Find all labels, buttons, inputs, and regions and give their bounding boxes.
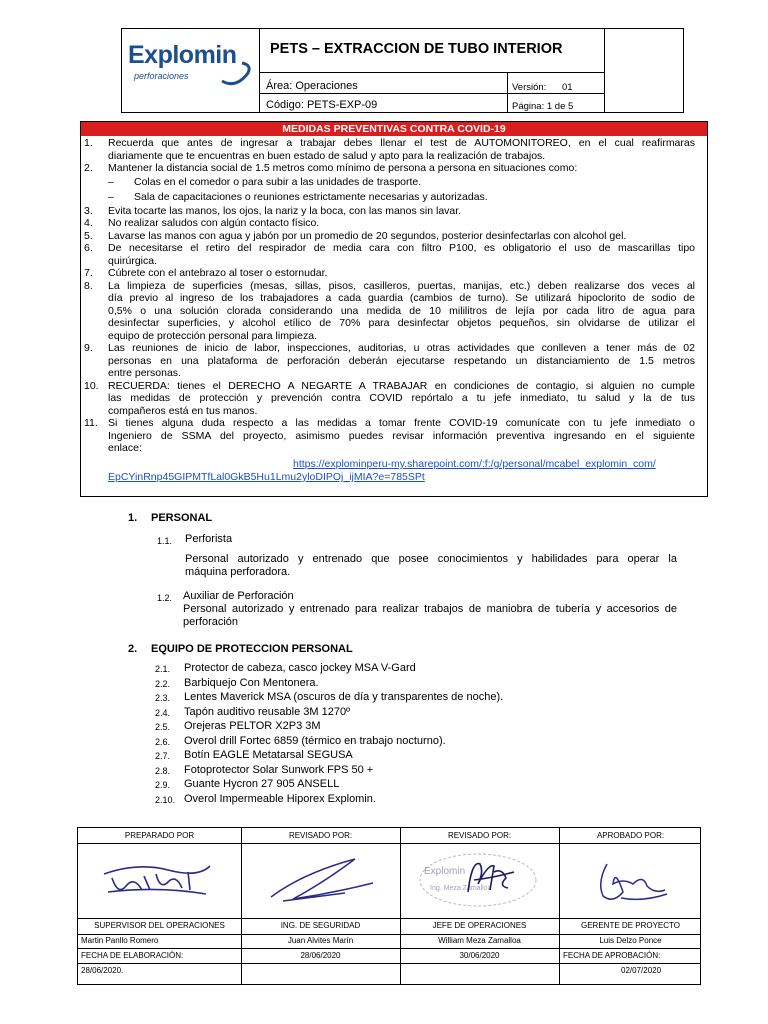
covid-item-number: 8. (84, 279, 93, 292)
signature-name: Luis Delzo Ponce (599, 936, 662, 945)
covid-item-number: 10. (84, 379, 99, 392)
signature-role: GERENTE DE PROYECTO (581, 921, 680, 930)
document-title: PETS – EXTRACCION DE TUBO INTERIOR (270, 41, 563, 57)
signature-header: REVISADO POR: (288, 831, 353, 840)
covid-item-text: Las reuniones de inicio de labor, inspecciones, auditorias, u otras actividades que conlleven a tener más de 02 (108, 342, 695, 354)
epp-item-text: Fotoprotector Solar Sunwork FPS 50 + (184, 763, 374, 776)
covid-item-number: 5. (84, 229, 93, 242)
covid-item-text: equipo de protección personal para limpieza. (108, 329, 317, 342)
table-divider (400, 828, 401, 984)
covid-item-number: 2. (84, 162, 93, 174)
covid-item-text: No realizar saludos con algún contacto físico. (108, 217, 320, 229)
signature-header: PREPARADO POR (124, 831, 195, 840)
header-divider (507, 72, 508, 112)
covid-heading: MEDIDAS PREVENTIVAS CONTRA COVID-19 (81, 122, 707, 136)
review-date: 28/06/2020 (300, 951, 341, 960)
signature-header: REVISADO POR: (447, 831, 512, 840)
document-code: Código: PETS-EXP-09 (266, 99, 378, 111)
signature-role: ING. DE SEGURIDAD (280, 921, 361, 930)
table-divider (78, 934, 700, 935)
covid-item-text: Colas en el comedor o para subir a las unidades de trasporte. (134, 175, 422, 188)
covid-item-text: Mantener la distancia social de 1.5 metros como mínimo de persona a persona en situaciones como: (108, 162, 578, 174)
epp-item-text: Lentes Maverick MSA (oscuros de día y transparentes de noche). (184, 691, 504, 703)
approval-date: 02/07/2020 (621, 966, 662, 975)
epp-item-number: 2.5. (155, 722, 171, 732)
signature-table (77, 827, 701, 985)
stamp-text: Explomin (424, 866, 466, 877)
epp-item-number: 2.3. (155, 693, 171, 703)
covid-item-text: Recuerda que antes de ingresar a trabajar debes llenar el test de AUTOMONITOREO, en el cual reafirmaras (108, 137, 695, 149)
covid-item-number: 7. (84, 267, 93, 279)
signature-name: Martin Panllo Romero (81, 936, 159, 945)
header-divider (259, 72, 604, 73)
section-number: 2. (128, 643, 138, 655)
table-divider (559, 828, 560, 984)
epp-item-text: Overol Impermeable Hiporex Explomin. (184, 792, 376, 805)
epp-item-text: Orejeras PELTOR X2P3 3M (184, 720, 321, 732)
header-divider (259, 93, 604, 94)
epp-item-text: Overol drill Fortec 6859 (térmico en trabajo nocturno). (184, 734, 446, 747)
document-header (121, 28, 684, 113)
epp-item-number: 2.10. (155, 794, 176, 805)
covid-item-text: Lavarse las manos con agua y jabón por un promedio de 20 segundos, posterior desinfectarlas con alcohol gel. (108, 229, 627, 242)
signature-operations-head (418, 850, 548, 912)
subsection-title: Perforista (185, 533, 233, 545)
table-divider (78, 843, 700, 844)
subsection-text: perforación (183, 616, 239, 628)
covid-item-number: 1. (84, 137, 93, 149)
covid-item-text: Evita tocarte las manos, los ojos, la nariz y la boca, con las manos sin lavar. (108, 204, 462, 217)
header-divider (604, 29, 605, 112)
section-number: 1. (128, 512, 138, 524)
signature-name: William Meza Zamalloa (438, 936, 521, 945)
epp-item-text: Protector de cabeza, casco jockey MSA V-Gard (184, 662, 416, 674)
signature-preparer (98, 856, 218, 901)
page-number: Página: 1 de 5 (512, 101, 574, 112)
subsection-number: 1.2. (157, 593, 173, 603)
signature-role: JEFE DE OPERACIONES (432, 921, 527, 930)
signature-role: SUPERVISOR DEL OPERACIONES (94, 921, 225, 930)
area-label: Área: Operaciones (266, 80, 358, 92)
covid-item-text: día previo al ingreso de los trabajadores a cada guardia (cambios de turno). Se utilizará hipoclorito de sodio de (108, 292, 695, 304)
covid-item-text: Si tienes alguna duda respecto a las medidas a tomar frente COVID-19 comunícate con tu jefe inmediato o (108, 417, 695, 429)
signature-header: APROBADO POR: (596, 831, 665, 840)
epp-item-number: 2.2. (155, 678, 171, 689)
sharepoint-link[interactable]: https://explominperu-my.sharepoint.com/:f:/g/personal/mcabel_explomin_com/ (293, 458, 656, 470)
signature-name: Juan Alvites Marín (287, 936, 354, 945)
epp-item-number: 2.1. (155, 664, 171, 674)
epp-item-text: Guante Hycron 27 905 ANSELL (184, 778, 340, 790)
covid-item-text: 0,5% o una solución clorada considerando una medida de 10 mililitros de lejía por cada litro de agua para (108, 304, 695, 317)
company-logo-subtext: perforaciones (134, 71, 189, 81)
elaboration-date: 28/06/2020. (81, 966, 124, 975)
signature-safety-engineer (263, 853, 383, 908)
elaboration-date-label: FECHA DE ELABORACIÓN: (81, 951, 184, 960)
table-divider (78, 918, 700, 919)
company-logo: Explomin (128, 41, 237, 69)
section-title-epp: EQUIPO DE PROTECCION PERSONAL (151, 643, 353, 655)
covid-item-number: 11. (84, 417, 98, 429)
subsection-number: 1.1. (157, 536, 173, 546)
epp-item-number: 2.9. (155, 780, 171, 790)
covid-item-number: – (108, 175, 114, 188)
epp-item-text: Barbiquejo Con Mentonera. (184, 676, 319, 689)
table-divider (78, 963, 700, 964)
covid-item-number: – (108, 190, 114, 203)
header-divider (259, 29, 260, 112)
signature-project-manager (593, 854, 673, 909)
version-label: Versión: (512, 82, 547, 93)
covid-item-text: compañeros está en tus manos. (108, 404, 258, 417)
version-value: 01 (562, 82, 573, 93)
subsection-text: máquina perforadora. (185, 566, 291, 578)
epp-item-text: Tapón auditivo reusable 3M 1270º (184, 705, 351, 718)
subsection-title: Auxiliar de Perforación (183, 590, 294, 602)
epp-item-number: 2.7. (155, 751, 171, 761)
covid-item-number: 4. (84, 217, 93, 229)
covid-item-text: desinfectar superficies, y alcohol etílico de 70% para desinfectar objetos pequeños, sin olvidarse de utilizar el (108, 317, 695, 329)
covid-item-number: 3. (84, 204, 93, 217)
covid-item-text: diariamente que te encuentras en buen estado de salud y apto para la realización de trabajos. (108, 149, 546, 162)
covid-item-text: RECUERDA: tienes el DERECHO A NEGARTE A TRABAJAR en condiciones de contagio, si alguien no cumple (108, 379, 695, 392)
covid-item-text: Cúbrete con el antebrazo al toser o estornudar. (108, 267, 328, 279)
review-date: 30/06/2020 (459, 951, 500, 960)
covid-measures-box (80, 121, 708, 497)
sharepoint-link-continued[interactable]: EpCYinRnp45GIPMTfLal0GkB5Hu1Lmu2yloDIPOj_ijMIA?e=785SPt (108, 471, 425, 483)
covid-item-text: De necesitarse el retiro del respirador de media cara con filtro P100, es obligatorio el uso de mascarillas tipo (108, 242, 695, 254)
covid-item-number: 6. (84, 242, 93, 254)
covid-item-text: enlace: (108, 442, 142, 454)
covid-item-text: quirúrgica. (108, 254, 158, 267)
epp-item-number: 2.4. (155, 707, 171, 718)
covid-item-number: 9. (84, 342, 93, 354)
covid-item-text: las medidas de protección y prevención contra COVID repórtalo a tu jefe inmediato, tu salud y la de tus (108, 392, 695, 404)
covid-item-text: entre personas. (108, 367, 181, 379)
covid-item-text: Ingeniero de SSMA del proyecto, asimismo puedes revisar información preventiva ingresando en el siguiente (108, 429, 695, 442)
table-divider (78, 948, 700, 949)
covid-item-text: personas en una plataforma de perforación deberán ejecutarse respetando un distanciamiento de 1.5 metros (108, 354, 695, 367)
subsection-text: Personal autorizado y entrenado que posee conocimientos y habilidades para operar la (185, 553, 677, 565)
epp-item-number: 2.6. (155, 736, 171, 747)
table-divider (241, 828, 242, 984)
covid-item-text: La limpieza de superficies (mesas, sillas, pisos, casilleros, puertas, manijas, etc.) deben realizarse dos veces al (108, 279, 695, 292)
epp-item-text: Botín EAGLE Metatarsal SEGUSA (184, 749, 353, 761)
approval-date-label: FECHA DE APROBACIÓN: (563, 951, 661, 960)
epp-item-number: 2.8. (155, 765, 171, 776)
logo-swoosh-icon (218, 59, 254, 87)
section-title-personal: PERSONAL (151, 512, 213, 524)
covid-item-text: Sala de capacitaciones o reuniones estrictamente necesarias y autorizadas. (134, 190, 488, 203)
subsection-text: Personal autorizado y entrenado para realizar trabajos de maniobra de tubería y accesorios de (183, 603, 677, 615)
stamp-subtext: Ing. Meza Zamalloa (430, 885, 492, 892)
